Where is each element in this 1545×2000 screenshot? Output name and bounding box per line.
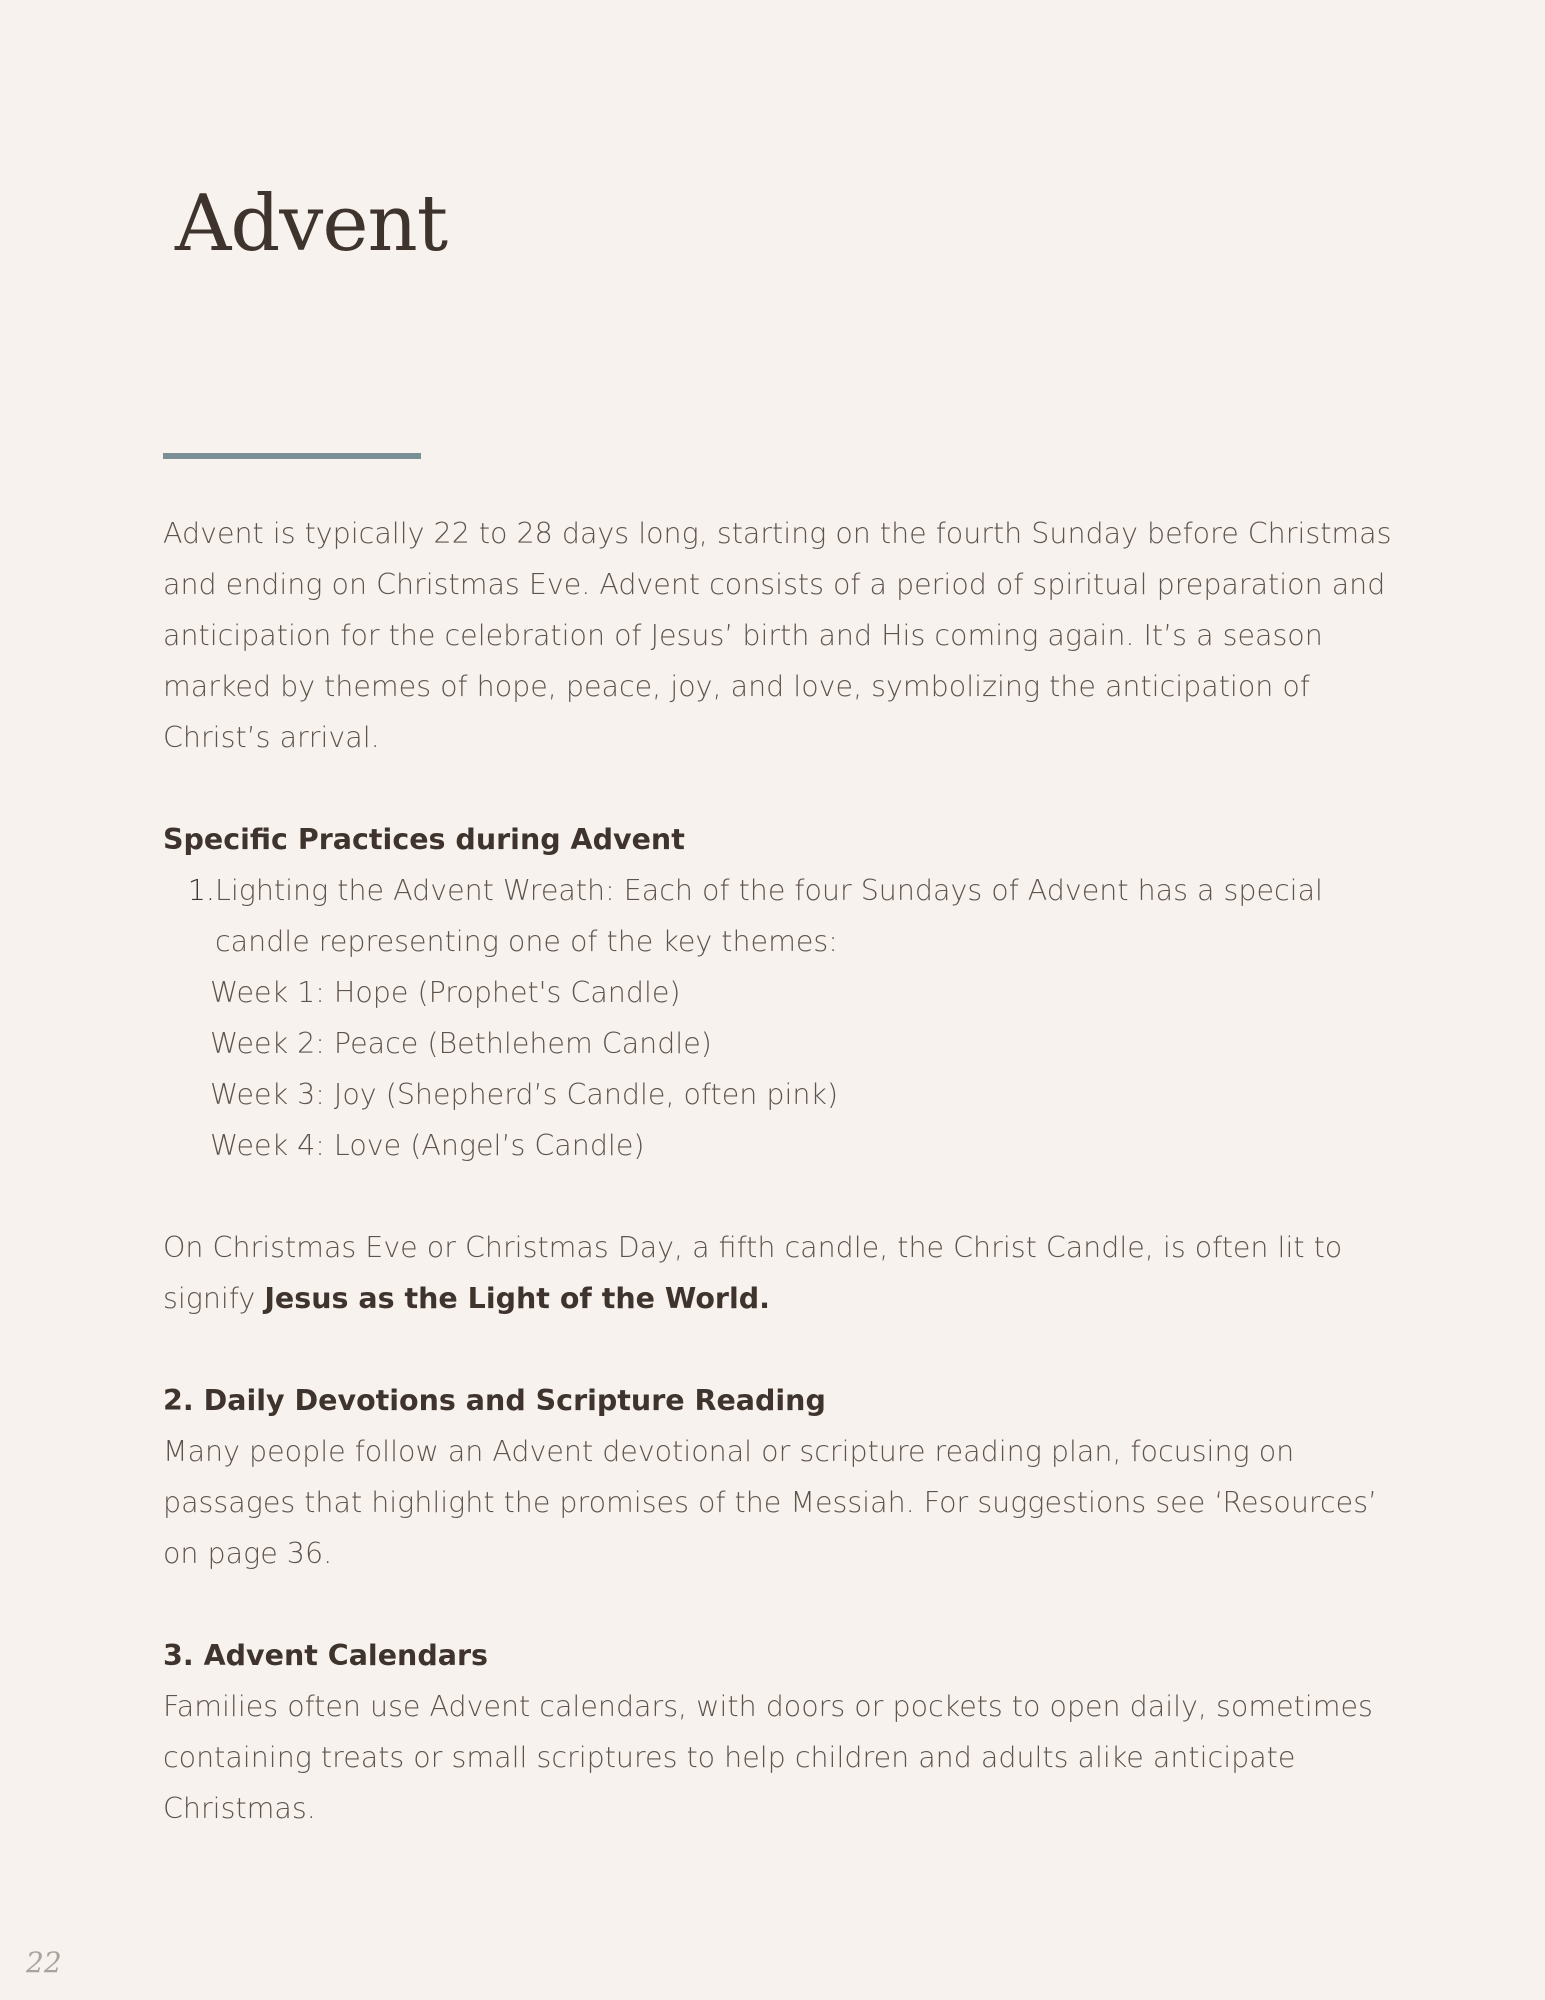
intro-paragraph: Advent is typically 22 to 28 days long, starting on the fourth Sunday before Christmas and ending on Christmas Eve. Advent consists of a period of spiritual preparation and anticipation for the celebration of Jesus’ birth and His coming again. It’s a season marked by themes of hope, peace, joy, and love, symbolizing the anticipation of Christ’s arrival. — [163, 517, 1392, 754]
list-number: 1. — [187, 874, 215, 907]
list-item-text: Lighting the Advent Wreath: Each of the four Sundays of Advent has a special candle representing one of the key themes: — [215, 874, 1323, 958]
light-of-world-emphasis: Jesus as the Light of the World. — [264, 1282, 770, 1315]
christ-candle-paragraph — [163, 1222, 1403, 1324]
section-3-heading: 3. Advent Calendars — [163, 1639, 488, 1672]
main-content — [163, 508, 1403, 1834]
page-number: 22 — [26, 1946, 62, 1979]
week-1-line: Week 1: Hope (Prophet's Candle) — [210, 976, 681, 1009]
title-divider — [163, 453, 421, 459]
christ-candle-text: On Christmas Eve or Christmas Day, a fifth candle, the Christ Candle, is often lit to signify — [163, 1231, 1343, 1315]
practices-heading: Specific Practices during Advent — [163, 823, 685, 856]
spacer — [163, 1579, 1403, 1630]
week-2-line: Week 2: Peace (Bethlehem Candle) — [210, 1027, 712, 1060]
spacer — [163, 1324, 1403, 1375]
section-3-body: Families often use Advent calendars, with doors or pockets to open daily, sometimes containing treats or small scriptures to help children and adults alike anticipate Christmas. — [163, 1690, 1373, 1825]
section-2-body: Many people follow an Advent devotional or scripture reading plan, focusing on passages that highlight the promises of the Messiah. For suggestions see ‘Resources’ on page 36. — [163, 1435, 1378, 1570]
spacer — [163, 763, 1403, 814]
week-4-line: Week 4: Love (Angel’s Candle) — [210, 1129, 645, 1162]
spacer — [163, 1171, 1403, 1222]
section-2-heading: 2. Daily Devotions and Scripture Reading — [163, 1384, 826, 1417]
week-3-line: Week 3: Joy (Shepherd’s Candle, often pink) — [210, 1078, 839, 1111]
page-title: Advent — [175, 179, 448, 269]
list-item-advent-wreath — [163, 865, 1403, 967]
